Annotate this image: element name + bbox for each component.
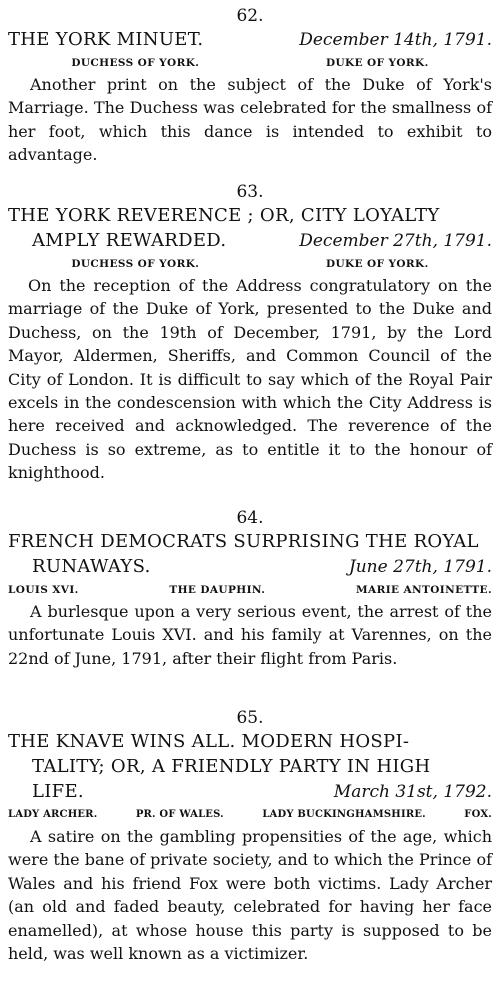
person-label: MARIE ANTOINETTE.	[356, 584, 492, 596]
entry-date: March 31st, 1792.	[333, 782, 492, 802]
entry-title-line1: FRENCH DEMOCRATS SURPRISING THE ROYAL	[8, 531, 479, 552]
person-label: DUCHESS OF YORK.	[71, 57, 200, 69]
person-label: THE DAUPHIN.	[169, 584, 266, 596]
entry-number: 62.	[236, 6, 264, 26]
title-line	[8, 228, 492, 253]
entry-title-line3: LIFE.	[32, 781, 84, 802]
title-line	[8, 554, 492, 579]
entry-description: On the reception of the Address congratulatory on the marriage of the Duke of York, presented to the Duke and Duchess, on the 19th of December, 1791, by the Lord Mayor, Aldermen, Sheriffs, and Common Council of the City of London. It is difficult to say which of the Royal Pair excels in the condescension with which the City Address is here received and acknowledged. The reverence of the Duchess is so extreme, as to entitle it to the honour of knighthood.	[8, 276, 492, 483]
entry-title-line1: THE KNAVE WINS ALL. MODERN HOSPI-	[8, 731, 410, 752]
person-label: FOX.	[464, 809, 492, 820]
entry-title-line2: RUNAWAYS.	[32, 556, 151, 577]
entry-description: A satire on the gambling propensities of the age, which were the bane of private society, and to which the Prince of Wales and his friend Fox were both victims. Lady Archer (an old and faded beauty, celebrated for having her face enamelled), at whose house this party is supposed to be held, was well known as a victimizer.	[8, 827, 492, 964]
persons-row	[8, 53, 492, 73]
entry-date: December 14th, 1791.	[299, 30, 492, 50]
entry-number: 65.	[236, 708, 264, 728]
person-label: DUKE OF YORK.	[325, 258, 429, 270]
entry-62	[8, 6, 492, 167]
persons-row	[8, 805, 492, 825]
title-line	[8, 779, 492, 804]
person-label: LOUIS XVI.	[8, 584, 79, 596]
persons-row	[8, 254, 492, 274]
person-label: LADY ARCHER.	[8, 809, 98, 820]
person-label: DUKE OF YORK.	[325, 57, 429, 69]
entry-title-line2: TALITY; OR, A FRIENDLY PARTY IN HIGH	[32, 756, 431, 777]
person-label: PR. OF WALES.	[135, 809, 224, 820]
entry-65	[8, 708, 492, 965]
person-label: LADY BUCKINGHAMSHIRE.	[262, 809, 426, 820]
entry-64	[8, 508, 492, 670]
entry-description: Another print on the subject of the Duke of York's Marriage. The Duchess was celebrated for the smallness of her foot, which this dance is intended to exhibit to advantage.	[8, 75, 492, 165]
entry-title-line1: THE YORK REVERENCE ; OR, CITY LOYALTY	[8, 205, 440, 226]
entry-title-line2: AMPLY REWARDED.	[32, 230, 227, 251]
persons-row	[8, 580, 492, 600]
entry-number: 63.	[236, 182, 264, 202]
entry-date: June 27th, 1791.	[348, 557, 492, 577]
entry-number: 64.	[236, 508, 264, 528]
entry-title: THE YORK MINUET.	[8, 29, 204, 50]
entry-63	[8, 182, 492, 485]
entry-date: December 27th, 1791.	[299, 231, 492, 251]
entry-description: A burlesque upon a very serious event, the arrest of the unfortunate Louis XVI. and his family at Varennes, on the 22nd of June, 1791, after their flight from Paris.	[8, 602, 492, 668]
title-line	[8, 27, 492, 52]
person-label: DUCHESS OF YORK.	[71, 258, 200, 270]
